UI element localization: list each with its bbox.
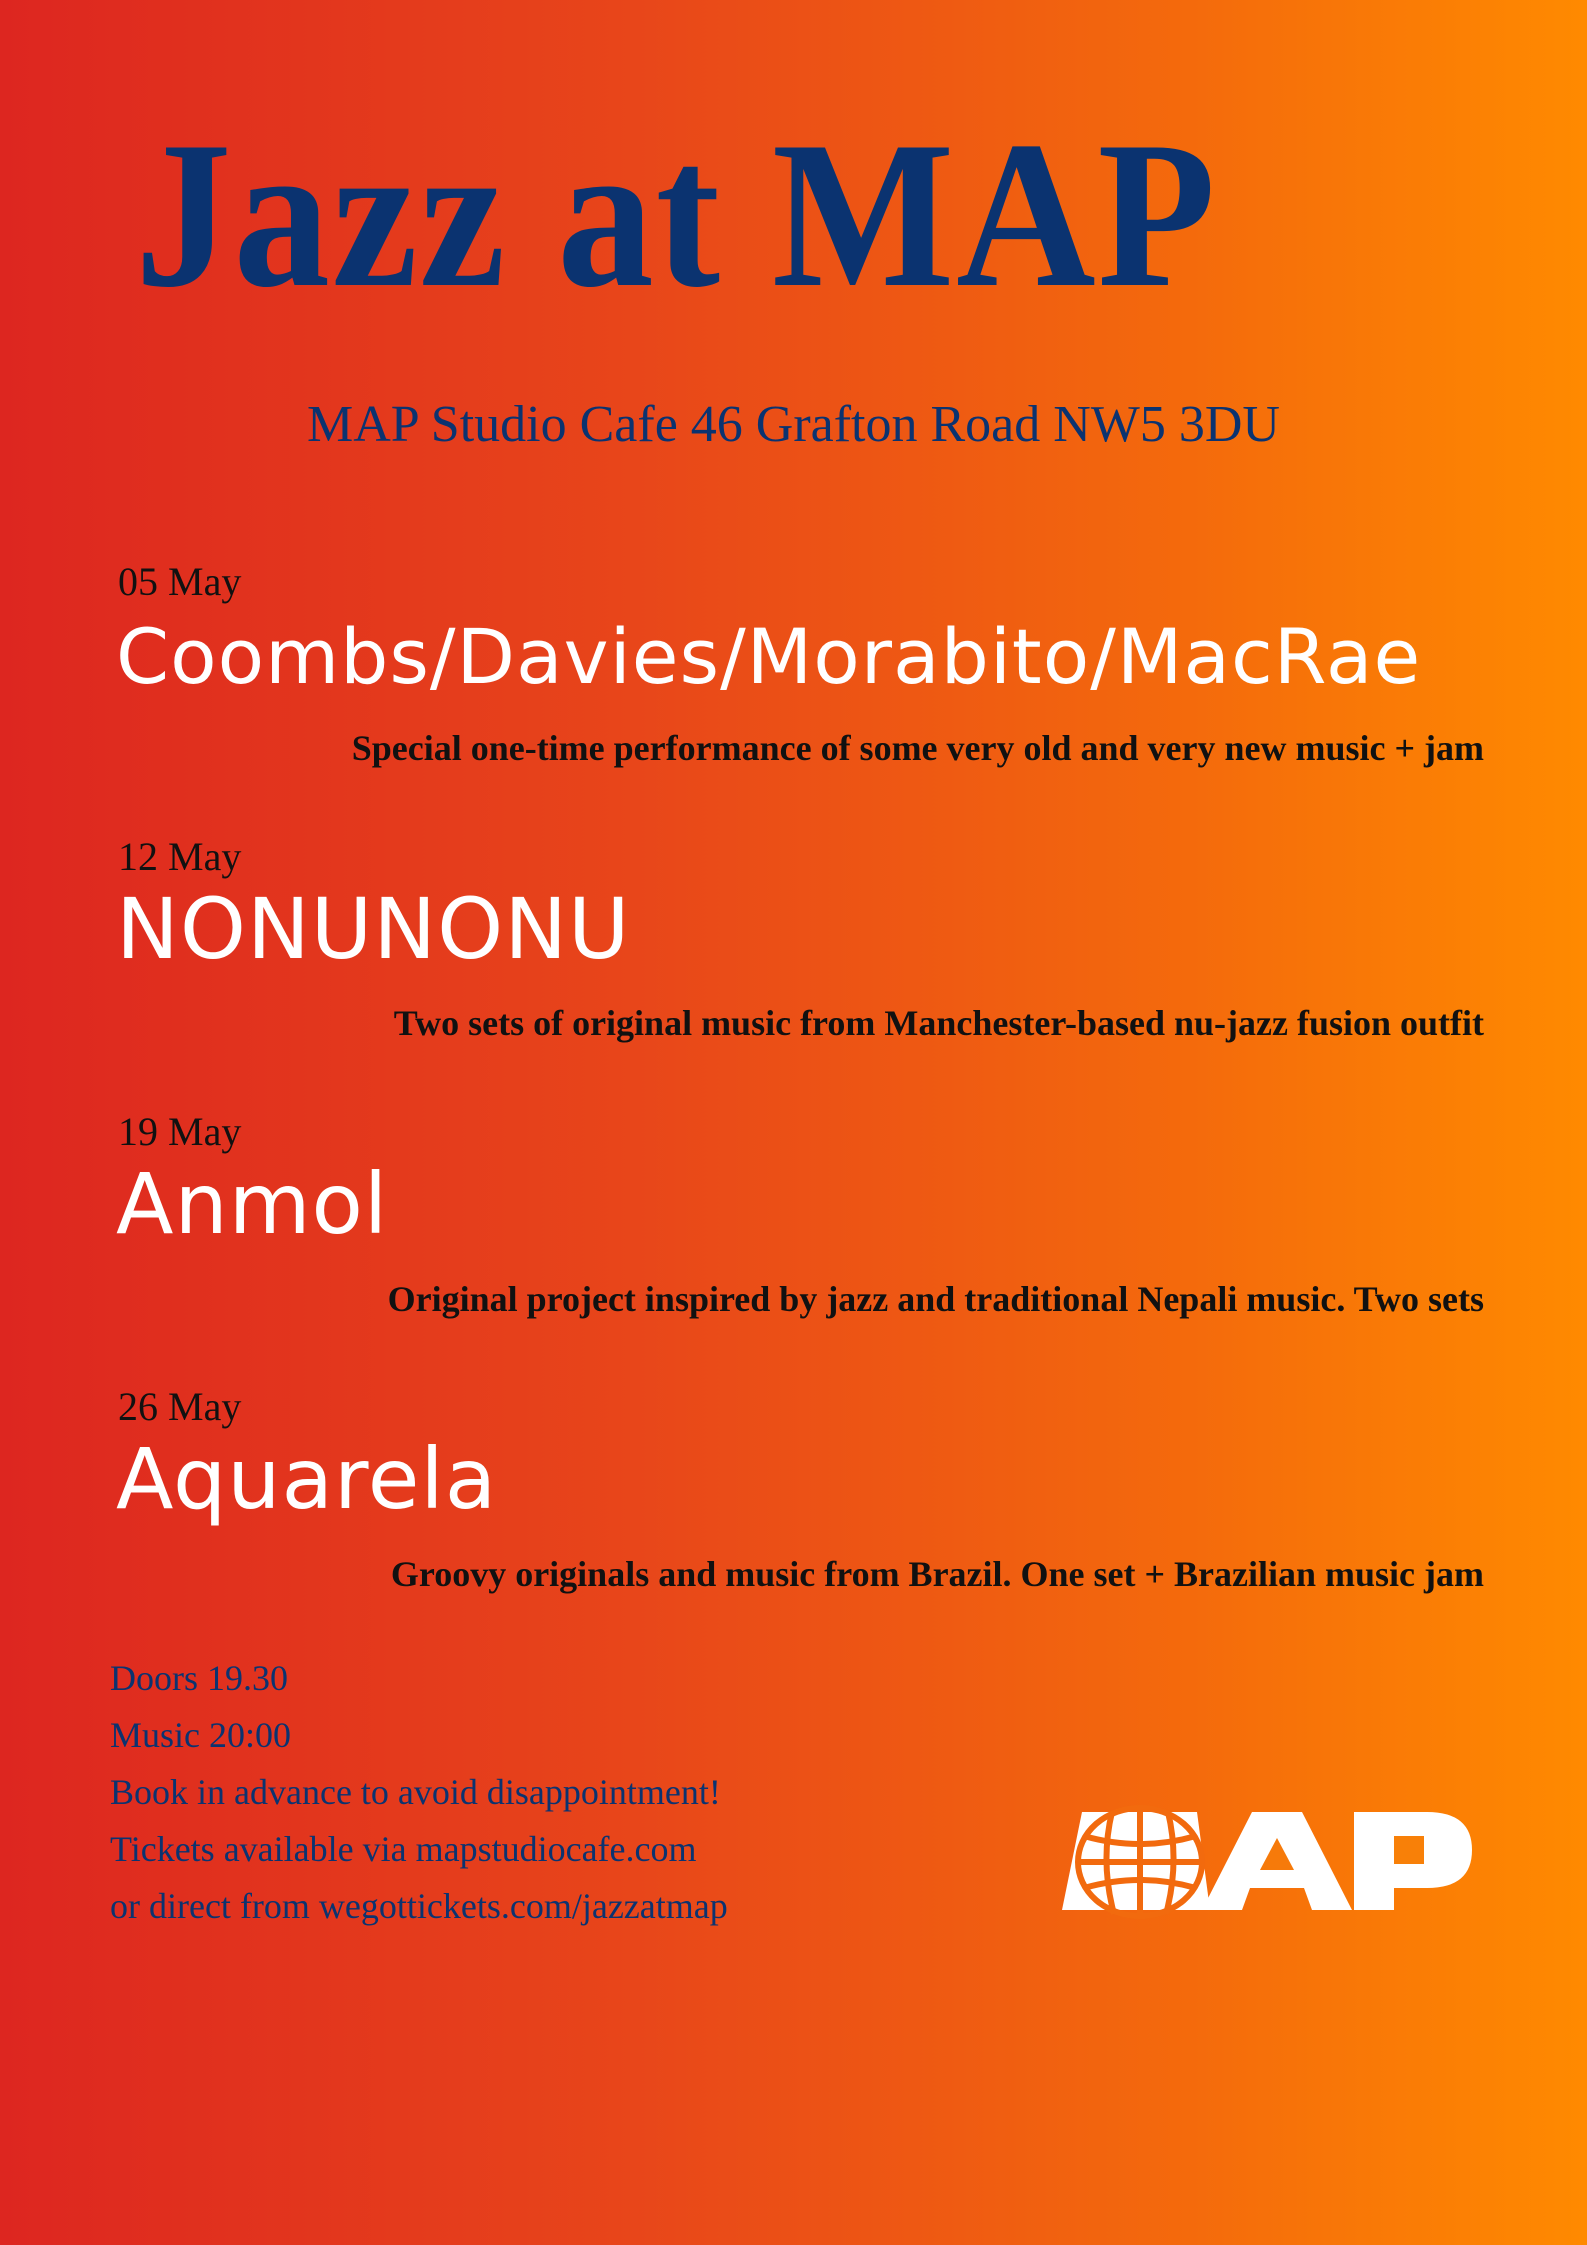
doors-time: Doors 19.30	[110, 1658, 288, 1698]
event-artist: Coombs/Davies/Morabito/MacRae	[116, 612, 1422, 701]
globe-logo-icon	[1062, 1800, 1474, 1920]
footer-info	[110, 1650, 728, 1935]
event-date: 19 May	[118, 1109, 242, 1154]
tickets-link[interactable]: Tickets available via mapstudiocafe.com	[110, 1829, 697, 1869]
event-date: 12 May	[118, 834, 242, 879]
poster-title: Jazz at MAP	[135, 99, 1218, 331]
venue-address: MAP Studio Cafe 46 Grafton Road NW5 3DU	[307, 396, 1280, 453]
event-artist: Aquarela	[116, 1430, 498, 1528]
event-description: Groovy originals and music from Brazil. One set + Brazilian music jam	[390, 1554, 1484, 1594]
event-date: 05 May	[118, 559, 242, 604]
event-description: Special one-time performance of some very old and very new music + jam	[351, 728, 1484, 768]
event-description: Original project inspired by jazz and traditional Nepali music. Two sets	[387, 1279, 1484, 1319]
map-logo	[1062, 1800, 1474, 1920]
direct-tickets-link[interactable]: or direct from wegottickets.com/jazzatmap	[110, 1886, 728, 1926]
music-time: Music 20:00	[110, 1715, 292, 1755]
event-artist: Anmol	[116, 1155, 389, 1253]
event-description: Two sets of original music from Manchester-based nu-jazz fusion outfit	[393, 1003, 1484, 1043]
event-artist: NONUNONU	[116, 880, 631, 978]
event-date: 26 May	[118, 1384, 242, 1429]
booking-note: Book in advance to avoid disappointment!	[110, 1772, 721, 1812]
